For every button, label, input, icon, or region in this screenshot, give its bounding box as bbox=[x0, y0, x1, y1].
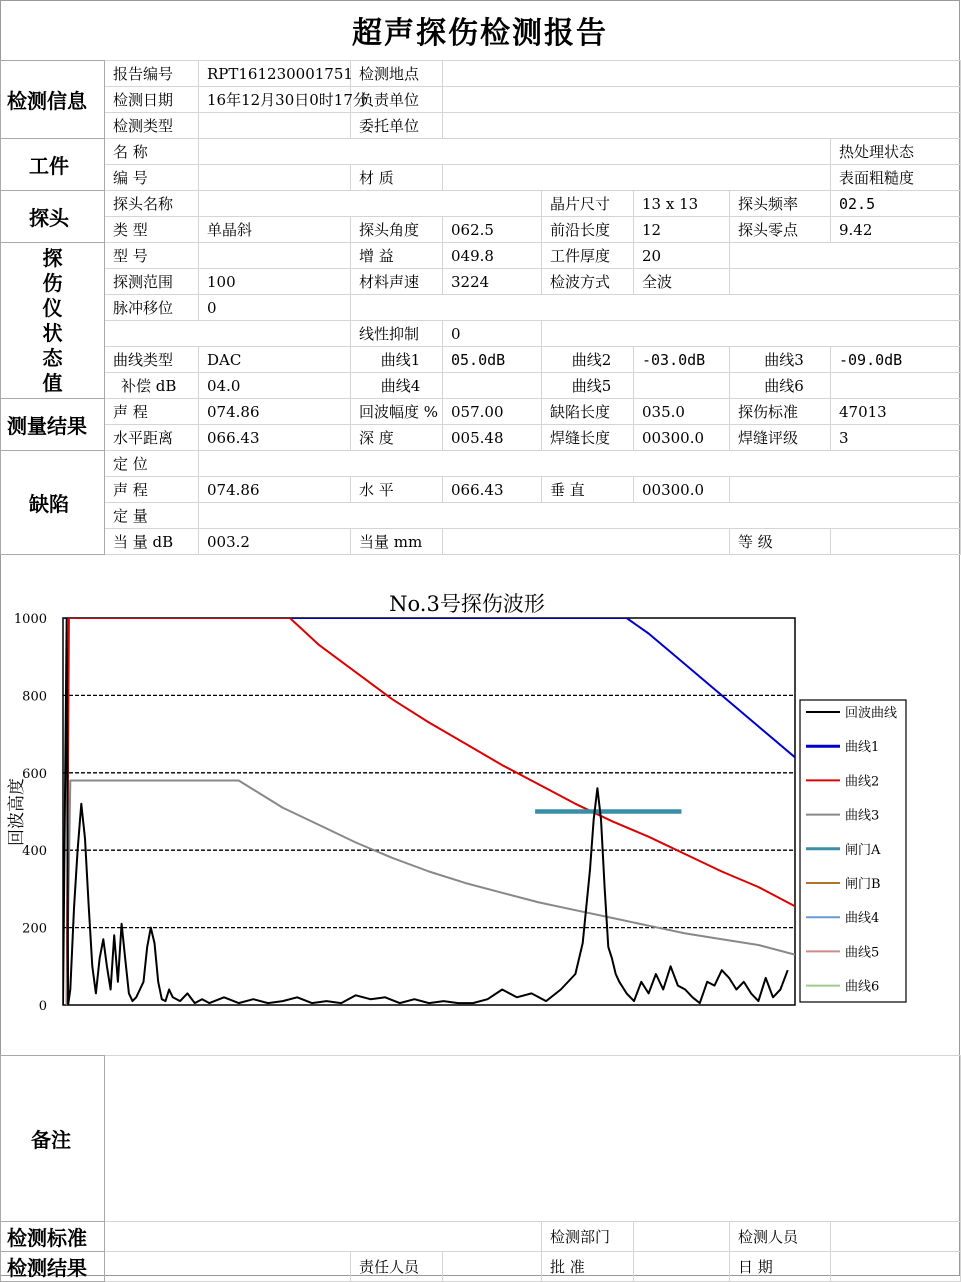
report-title: 超声探伤检测报告 bbox=[352, 16, 608, 51]
waveform-chart bbox=[0, 567, 960, 1055]
horiz-value: 066.43 bbox=[443, 477, 542, 503]
empty-cell bbox=[351, 295, 961, 321]
comp-value: 04.0 bbox=[199, 373, 351, 399]
empty-cell bbox=[634, 373, 730, 399]
report-no-value: RPT161230001751 bbox=[199, 61, 351, 87]
front-label: 前沿长度 bbox=[542, 217, 634, 243]
waveform-svg bbox=[0, 567, 960, 1055]
empty-cell bbox=[542, 321, 961, 347]
defect-path-label: 声 程 bbox=[105, 477, 199, 503]
curve3-value: -09.0dB bbox=[831, 347, 961, 373]
curve-type-label: 曲线类型 bbox=[105, 347, 199, 373]
instrument-char: 探 bbox=[42, 245, 63, 270]
range-label: 探测范围 bbox=[105, 269, 199, 295]
chip-value: 13 x 13 bbox=[634, 191, 730, 217]
y-tick-label: 1000 bbox=[13, 612, 47, 627]
front-value: 12 bbox=[634, 217, 730, 243]
probe-name-value bbox=[199, 191, 542, 217]
location-label: 检测地点 bbox=[351, 61, 443, 87]
date-value-footer bbox=[831, 1252, 961, 1282]
date-value: 16年12月30日0时17分 bbox=[199, 87, 351, 113]
empty-cell bbox=[831, 373, 961, 399]
empty-cell bbox=[443, 373, 542, 399]
probe-type-label: 类 型 bbox=[105, 217, 199, 243]
curve5-label: 曲线5 bbox=[542, 373, 634, 399]
resp-value bbox=[443, 1252, 542, 1282]
heat-label: 热处理状态 bbox=[831, 139, 961, 165]
empty-cell bbox=[105, 321, 351, 347]
grade-value: 3 bbox=[831, 425, 961, 451]
grade-label: 焊缝评级 bbox=[730, 425, 831, 451]
thick-label: 工件厚度 bbox=[542, 243, 634, 269]
legend-label: 曲线5 bbox=[845, 945, 880, 961]
curve3-label: 曲线3 bbox=[730, 347, 831, 373]
date-label: 检测日期 bbox=[105, 87, 199, 113]
y-tick-label: 200 bbox=[22, 921, 47, 937]
instrument-char: 仪 bbox=[42, 295, 63, 320]
speed-value: 3224 bbox=[443, 269, 542, 295]
zero-label: 探头零点 bbox=[730, 217, 831, 243]
empty-cell bbox=[730, 269, 961, 295]
empty-cell bbox=[730, 243, 961, 269]
info-table bbox=[0, 60, 961, 555]
detect-value: 全波 bbox=[634, 269, 730, 295]
pulse-label: 脉冲移位 bbox=[105, 295, 199, 321]
dept-value bbox=[634, 1222, 730, 1252]
path-label: 声 程 bbox=[105, 399, 199, 425]
probe-type-value: 单晶斜 bbox=[199, 217, 351, 243]
approve-value bbox=[634, 1252, 730, 1282]
empty-cell bbox=[199, 451, 961, 477]
hdist-value: 066.43 bbox=[199, 425, 351, 451]
model-label: 型 号 bbox=[105, 243, 199, 269]
hdist-label: 水平距离 bbox=[105, 425, 199, 451]
curve6-label: 曲线6 bbox=[730, 373, 831, 399]
footer-table bbox=[0, 1055, 961, 1282]
curve4-label: 曲线4 bbox=[351, 373, 443, 399]
inspector-label: 检测人员 bbox=[730, 1222, 831, 1252]
approve-label: 批 准 bbox=[542, 1252, 634, 1282]
eqdb-label: 当 量 dB bbox=[105, 529, 199, 555]
pulse-value: 0 bbox=[199, 295, 351, 321]
curve2-label: 曲线2 bbox=[542, 347, 634, 373]
horiz-label: 水 平 bbox=[351, 477, 443, 503]
level-label: 等 级 bbox=[730, 529, 831, 555]
angle-label: 探头角度 bbox=[351, 217, 443, 243]
resp-unit-label: 负责单位 bbox=[351, 87, 443, 113]
y-tick-label: 600 bbox=[22, 766, 47, 782]
vert-label: 垂 直 bbox=[542, 477, 634, 503]
curve1-label: 曲线1 bbox=[351, 347, 443, 373]
suppress-label: 线性抑制 bbox=[351, 321, 443, 347]
eqdb-value: 003.2 bbox=[199, 529, 351, 555]
section-defect: 缺陷 bbox=[1, 451, 105, 555]
probe-name-label: 探头名称 bbox=[105, 191, 199, 217]
client-value bbox=[443, 113, 961, 139]
eqmm-label: 当量 mm bbox=[351, 529, 443, 555]
plot-area bbox=[63, 618, 795, 1005]
empty-cell bbox=[730, 477, 961, 503]
deflen-value: 035.0 bbox=[634, 399, 730, 425]
level-value bbox=[831, 529, 961, 555]
vert-value: 00300.0 bbox=[634, 477, 730, 503]
section-result: 测量结果 bbox=[1, 399, 105, 451]
depth-value: 005.48 bbox=[443, 425, 542, 451]
y-tick-label: 0 bbox=[38, 999, 47, 1014]
amp-label: 回波幅度 % bbox=[351, 399, 443, 425]
type-value bbox=[199, 113, 351, 139]
legend-label: 回波曲线 bbox=[845, 706, 898, 721]
dept-label: 检测部门 bbox=[542, 1222, 634, 1252]
section-info: 检测信息 bbox=[1, 61, 105, 139]
path-value: 074.86 bbox=[199, 399, 351, 425]
chart-title: No.3号探伤波形 bbox=[389, 592, 545, 616]
section-workpiece: 工件 bbox=[1, 139, 105, 191]
comp-label: 补偿 dB bbox=[105, 373, 199, 399]
section-standard: 检测标准 bbox=[1, 1222, 105, 1252]
inspector-value bbox=[831, 1222, 961, 1252]
weldlen-label: 焊缝长度 bbox=[542, 425, 634, 451]
instrument-char: 态 bbox=[42, 345, 63, 370]
date-label-footer: 日 期 bbox=[730, 1252, 831, 1282]
wp-name-label: 名 称 bbox=[105, 139, 199, 165]
instrument-char: 伤 bbox=[42, 270, 63, 295]
empty-cell bbox=[105, 1222, 542, 1252]
rough-label: 表面粗糙度 bbox=[831, 165, 961, 191]
freq-value: 02.5 bbox=[831, 191, 961, 217]
speed-label: 材料声速 bbox=[351, 269, 443, 295]
wp-code-value bbox=[199, 165, 351, 191]
angle-value: 062.5 bbox=[443, 217, 542, 243]
gain-label: 增 益 bbox=[351, 243, 443, 269]
depth-label: 深 度 bbox=[351, 425, 443, 451]
client-label: 委托单位 bbox=[351, 113, 443, 139]
empty-cell bbox=[105, 1252, 351, 1282]
legend-label: 曲线6 bbox=[845, 979, 880, 995]
instrument-char: 值 bbox=[42, 370, 63, 395]
chart-ylabel: 回波高度 bbox=[7, 778, 27, 846]
legend-label: 闸门B bbox=[845, 877, 881, 892]
weldlen-value: 00300.0 bbox=[634, 425, 730, 451]
type-label: 检测类型 bbox=[105, 113, 199, 139]
curve1-value: 05.0dB bbox=[443, 347, 542, 373]
material-value bbox=[443, 165, 831, 191]
quant-label: 定 量 bbox=[105, 503, 199, 529]
deflen-label: 缺陷长度 bbox=[542, 399, 634, 425]
section-remark: 备注 bbox=[1, 1056, 105, 1222]
resp-label: 责任人员 bbox=[351, 1252, 443, 1282]
std-value: 47013 bbox=[831, 399, 961, 425]
eqmm-value bbox=[443, 529, 730, 555]
amp-value: 057.00 bbox=[443, 399, 542, 425]
instrument-char: 状 bbox=[42, 320, 63, 345]
suppress-value: 0 bbox=[443, 321, 542, 347]
y-tick-label: 800 bbox=[22, 689, 47, 705]
curve2-value: -03.0dB bbox=[634, 347, 730, 373]
legend-label: 闸门A bbox=[845, 842, 881, 858]
curve-type-value: DAC bbox=[199, 347, 351, 373]
defect-path-value: 074.86 bbox=[199, 477, 351, 503]
detect-label: 检波方式 bbox=[542, 269, 634, 295]
std-label: 探伤标准 bbox=[730, 399, 831, 425]
resp-unit-value bbox=[443, 87, 961, 113]
wp-name-value bbox=[199, 139, 831, 165]
section-conclusion: 检测结果 bbox=[1, 1252, 105, 1282]
legend-label: 曲线4 bbox=[845, 911, 880, 927]
range-value: 100 bbox=[199, 269, 351, 295]
material-label: 材 质 bbox=[351, 165, 443, 191]
legend-label: 曲线1 bbox=[845, 740, 880, 756]
model-value bbox=[199, 243, 351, 269]
locate-label: 定 位 bbox=[105, 451, 199, 477]
section-instrument bbox=[1, 243, 105, 399]
wp-code-label: 编 号 bbox=[105, 165, 199, 191]
legend-label: 曲线3 bbox=[845, 808, 880, 824]
chip-label: 晶片尺寸 bbox=[542, 191, 634, 217]
gain-value: 049.8 bbox=[443, 243, 542, 269]
legend-label: 曲线2 bbox=[845, 774, 880, 790]
zero-value: 9.42 bbox=[831, 217, 961, 243]
thick-value: 20 bbox=[634, 243, 730, 269]
remark-value bbox=[105, 1056, 961, 1222]
empty-cell bbox=[199, 503, 961, 529]
y-tick-label: 400 bbox=[22, 844, 47, 860]
report-no-label: 报告编号 bbox=[105, 61, 199, 87]
freq-label: 探头频率 bbox=[730, 191, 831, 217]
location-value bbox=[443, 61, 961, 87]
section-probe: 探头 bbox=[1, 191, 105, 243]
